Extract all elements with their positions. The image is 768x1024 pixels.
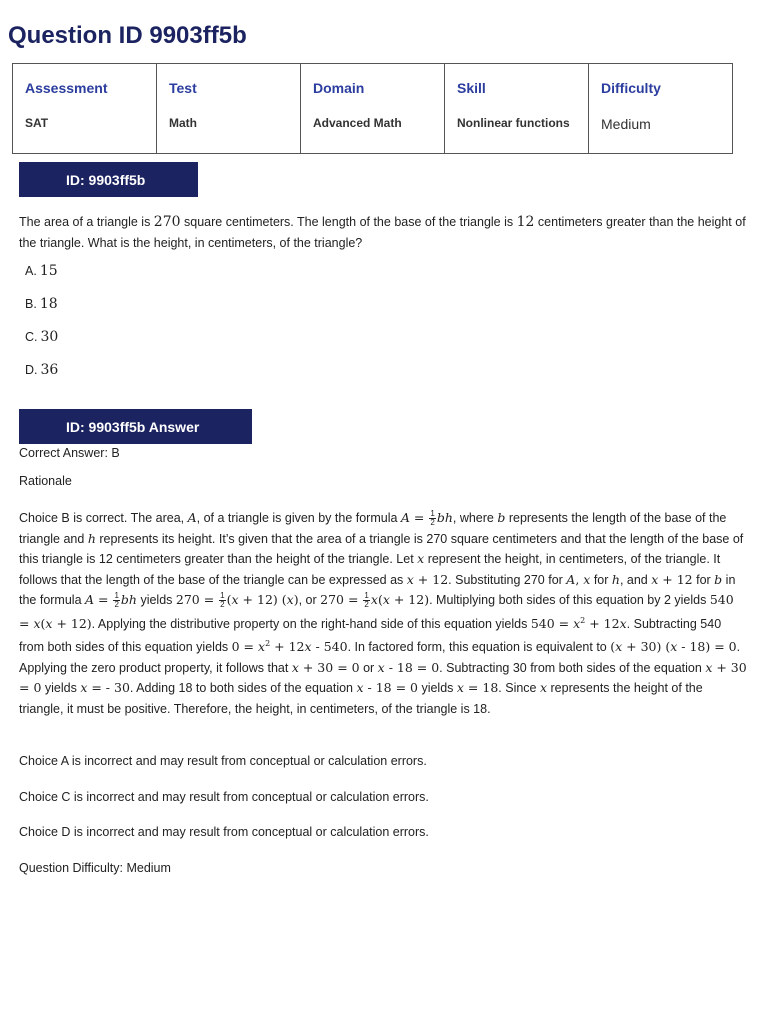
rationale-label: Rationale [19,474,72,488]
answer-id-banner: ID: 9903ff5b Answer [19,409,252,444]
meta-table [12,63,733,154]
math-expr: bh [436,510,453,525]
math-expr: x [615,639,623,655]
math-expr: A [566,571,576,587]
choice-a[interactable] [25,263,58,279]
math-expr: + 12 [270,639,305,655]
math-expr: ( [40,615,46,631]
math-expr: A [85,592,95,607]
meta-header-test: Test [157,64,301,106]
question-id-banner: ID: 9903ff5b [19,162,198,197]
math-expr: A [187,510,197,525]
meta-header-domain: Domain [301,64,445,106]
math-expr: x [377,659,385,675]
meta-header-difficulty: Difficulty [589,64,733,106]
question-text-part: centimeters greater than the height of the triangle. What is the height, in centimeters, of the triangle? [19,215,746,250]
choice-c-note: Choice C is incorrect and may result from conceptual or calculation errors. [19,790,429,804]
math-expr: 270 = [320,592,363,607]
rationale-text: yields [41,681,81,696]
rationale-text: . Applying the zero product property, it follows that [19,640,741,675]
math-expr: - 18 = 0 [363,680,418,696]
rationale-text: . Subtracting 30 from both sides of the equation [439,660,706,675]
meta-value-row [13,106,733,154]
choice-letter: C. [25,330,38,344]
choice-d[interactable] [25,362,58,378]
area-value: 270 [153,214,181,230]
choice-value: 36 [40,362,59,378]
math-expr: x [231,592,239,607]
math-expr: h [87,530,96,546]
math-expr: + 30) ( [622,639,671,655]
math-expr: ( [226,592,232,607]
meta-value-domain: Advanced Math [301,106,445,154]
rationale-paragraph [19,508,747,719]
math-expr: 2 [580,615,586,625]
math-expr: h [611,571,620,587]
choice-c[interactable] [25,329,58,345]
math-expr: x [573,615,581,631]
math-expr: = [409,510,429,525]
math-expr: 270 = [175,592,219,607]
math-expr: x [406,571,414,587]
rationale-text: , where [452,511,498,525]
rationale-text: represents the height of the triangle, it must be positive. Therefore, the height, in centimeters, of the triangle is 18. [19,681,703,716]
choice-letter: B. [25,297,37,311]
choice-value: 18 [39,296,58,312]
rationale-text: represents the length of the base of the triangle and [19,511,727,546]
math-expr: x [705,659,713,675]
page-title: Question ID 9903ff5b [8,22,247,49]
choice-letter: A. [25,264,37,278]
math-expr: ( [377,592,383,607]
math-expr: , [575,571,584,587]
math-expr: x [539,680,548,696]
choice-a-note: Choice A is incorrect and may result from conceptual or calculation errors. [19,754,427,768]
choice-b[interactable] [25,296,58,312]
fraction-half: $\frac{1}{2}$ [220,591,225,610]
math-expr: + 12) [389,592,430,607]
rationale-text: . In factored form, this equation is equivalent to [347,640,611,655]
math-expr: - 18) = 0 [677,639,737,655]
math-expr: - 540 [311,639,348,655]
choice-value: 30 [40,329,59,345]
difference-value: 12 [516,214,535,230]
question-text [19,212,747,253]
meta-value-difficulty: Medium [589,106,733,154]
math-expr: - 18 = 0 [384,659,440,675]
math-expr: bh [120,592,137,607]
math-expr: + 30 = 0 [298,659,360,675]
math-expr: x [80,680,88,696]
choice-d-note: Choice D is incorrect and may result from conceptual or calculation errors. [19,825,429,839]
math-expr: x [417,551,425,566]
correct-answer: Correct Answer: B [19,446,120,460]
rationale-text: yields [136,593,176,607]
rationale-text: . Multiplying both sides of this equation by 2 yields [429,593,710,607]
math-expr: + 12) [52,615,92,631]
rationale-text: for [692,572,715,587]
math-expr: 0 = [231,639,258,655]
math-expr: x [356,680,364,696]
math-expr: ( [610,639,616,655]
rationale-text: for [590,572,612,587]
meta-header-skill: Skill [445,64,589,106]
rationale-text: , or [298,593,321,607]
math-expr: x [286,592,294,607]
math-expr: b [497,510,506,525]
rationale-text: . Since [498,681,540,696]
math-expr: ) [293,592,299,607]
math-expr: 540 = [530,615,574,631]
rationale-text: represents its height. It’s given that the area of a triangle is 270 square centimeters and that the length of the base of this triangle is 12 centimeters greater than the height of the triangle. Let [19,531,744,566]
rationale-text: . Subtracting 540 from both sides of this equation yields [19,616,722,655]
rationale-text: in the formula [19,572,736,607]
rationale-text: . Adding 18 to both sides of the equation [129,681,357,696]
math-expr: = 18 [463,680,499,696]
math-expr: x [258,639,266,655]
meta-value-skill: Nonlinear functions [445,106,589,154]
math-expr: x [670,639,678,655]
math-expr: = - 30 [87,680,130,696]
math-expr: x [619,615,627,631]
math-expr: + 12 [413,571,449,587]
math-expr: x [651,571,659,587]
math-expr: + 12 [658,571,693,587]
math-expr: + 30 = 0 [19,659,747,696]
rationale-text: , of a triangle is given by the formula [196,511,401,525]
math-expr: x [583,571,591,587]
math-expr: + 12) ( [238,592,287,607]
rationale-text: . Applying the distributive property on the right-hand side of this equation yields [91,616,531,631]
meta-value-test: Math [157,106,301,154]
math-expr: 2 [265,639,271,649]
math-expr: x [45,615,53,631]
meta-header-row [13,64,733,106]
fraction-half: $\frac{1}{2}$ [364,591,369,610]
math-expr: x [456,680,464,696]
fraction-half: $\frac{1}{2}$ [114,591,119,610]
rationale-text: Choice B is correct. The area, [19,511,188,525]
choice-letter: D. [25,363,38,377]
choice-value: 15 [39,263,58,279]
math-expr: x [370,592,378,607]
math-expr: b [714,571,723,587]
fraction-half: $\frac{1}{2}$ [430,509,435,528]
math-expr: A [400,510,410,525]
question-difficulty: Question Difficulty: Medium [19,861,171,875]
rationale-text: yields [417,681,457,696]
math-expr: 540 = [19,592,734,631]
rationale-text: represent the height, in centimeters, of the triangle. It follows that the length of the base of the triangle can be expressed as [19,552,721,587]
math-expr: x [291,659,299,675]
rationale-text: . Substituting 270 for [448,572,567,587]
question-text-part: The area of a triangle is [19,215,154,229]
meta-header-assessment: Assessment [13,64,157,106]
math-expr: x [382,592,390,607]
rationale-text: , and [619,572,652,587]
math-expr: x [304,639,312,655]
question-text-part: square centimeters. The length of the base of the triangle is [180,215,517,229]
rationale-text: or [359,660,378,675]
meta-value-assessment: SAT [13,106,157,154]
math-expr: x [33,615,41,631]
math-expr: = [94,592,113,607]
math-expr: + 12 [585,615,620,631]
